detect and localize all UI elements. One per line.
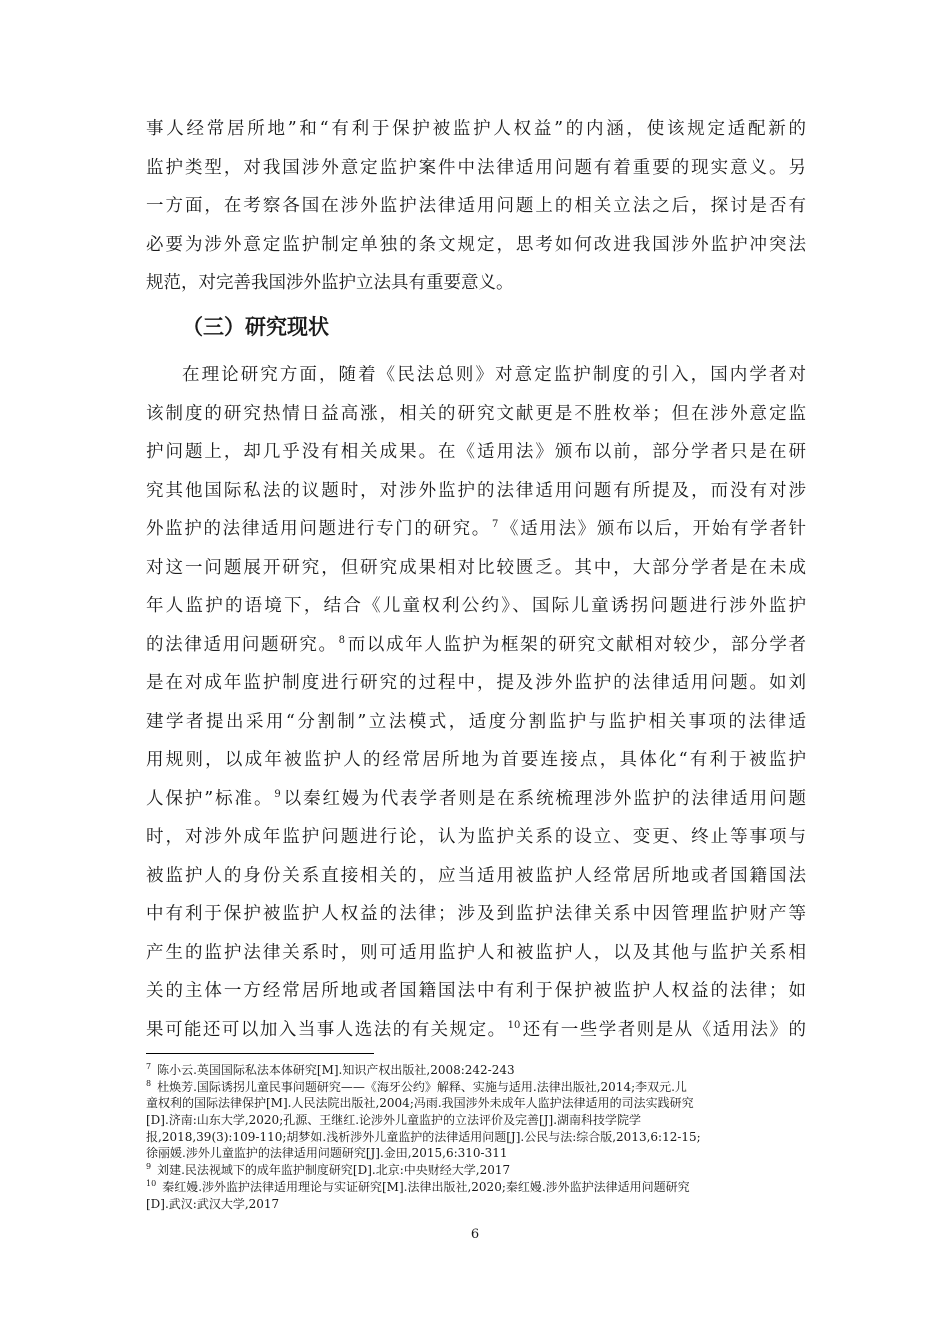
- footnote-7: [146, 1062, 806, 1079]
- text-line: 建学者提出采用“分割制”立法模式，适度分割监护与监护相关事项的法律适: [146, 711, 806, 732]
- text-segment: 人保护”标准。: [146, 788, 274, 809]
- text-line: 事人经常居所地”和“有利于保护被监护人权益”的内涵，使该规定适配新的: [146, 119, 806, 139]
- text-line: 中有利于保护被监护人权益的法律；涉及到监护法律关系中因管理监护财产等: [146, 904, 806, 924]
- footnote-10: [146, 1179, 806, 1196]
- footnote-9: [146, 1162, 806, 1179]
- footnote-number: 9: [146, 1162, 152, 1172]
- text-line: 该制度的研究热情日益高涨，相关的研究文献更是不胜枚举；但在涉外意定监: [146, 403, 806, 424]
- footnote-text: 陈小云.英国国际私法本体研究[M].知识产权出版社,2008:242-243: [157, 1063, 515, 1077]
- text-line: 是在对成年监护制度进行研究的过程中，提及涉外监护的法律适用问题。如刘: [146, 673, 806, 693]
- footnote-number: 10: [146, 1178, 157, 1188]
- text-line: 规范，对完善我国涉外监护立法具有重要意义。: [146, 273, 514, 293]
- research-status-paragraph: [146, 356, 806, 1049]
- footnote-number: 8: [146, 1078, 152, 1088]
- text-line: 护问题上，却几乎没有相关成果。在《适用法》颁布以前，部分学者只是在研: [146, 442, 806, 462]
- text-line: 在理论研究方面，随着《民法总则》对意定监护制度的引入，国内学者对: [182, 365, 806, 385]
- footnote-text-line: 徐丽媛.涉外儿童监护的法律适用问题研究[J].金田,2015,6:310-311: [146, 1146, 508, 1161]
- footnote-text-line: 童权利的国际法律保护[M].人民法院出版社,2004;冯雨.我国涉外未成年人监护法律适用的司法实践研究: [146, 1096, 694, 1111]
- text-segment: 果可能还可以加入当事人选法的有关规定。: [146, 1019, 507, 1040]
- text-segment: 而以成年人监护为框架的研究文献相对较少，部分学者: [346, 634, 806, 655]
- text-line: 究其他国际私法的议题时，对涉外监护的法律适用问题有所提及，而没有对涉: [146, 480, 806, 501]
- text-line: 时，对涉外成年监护问题进行论，认为监护关系的设立、变更、终止等事项与: [146, 827, 806, 847]
- text-line: 被监护人的身份关系直接相关的，应当适用被监护人经常居所地或者国籍国法: [146, 865, 806, 886]
- text-line: 关的主体一方经常居所地或者国籍国法中有利于保护被监护人权益的法律；如: [146, 981, 806, 1001]
- text-segment: 以秦红嫚为代表学者则是在系统梳理涉外监护的法律适用问题: [281, 788, 806, 809]
- text-line: 产生的监护法律关系时，则可适用监护人和被监护人，以及其他与监护关系相: [146, 942, 806, 963]
- footnote-text-line: 报,2018,39(3):109-110;胡梦如.浅析涉外儿童监护的法律适用问题[J].公民与法:综合版,2013,6:12-15;: [146, 1129, 701, 1144]
- footnote-number: 7: [146, 1062, 152, 1071]
- text-line: 必要为涉外意定监护制定单独的条文规定，思考如何改进我国涉外监护冲突法: [146, 234, 806, 255]
- text-line: 年人监护的语境下，结合《儿童权利公约》、国际儿童诱拐问题进行涉外监护: [146, 596, 806, 616]
- footnote-8: [146, 1079, 806, 1096]
- page-number: 6: [470, 1227, 480, 1242]
- footnote-ref-7[interactable]: 7: [491, 519, 499, 531]
- text-line: 监护类型，对我国涉外意定监护案件中法律适用问题有着重要的现实意义。另: [146, 157, 806, 178]
- text-line: 对这一问题展开研究，但研究成果相对比较匮乏。其中，大部分学者是在未成: [146, 557, 806, 578]
- section-heading: （三）研究现状: [182, 315, 329, 339]
- footnote-text: 秦红嫚.涉外监护法律适用理论与实证研究[M].法律出版社,2020;秦红嫚.涉外监护法律适用问题研究: [162, 1179, 690, 1194]
- footnote-text: 刘建.民法视域下的成年监护制度研究[D].北京:中央财经大学,2017: [157, 1163, 511, 1178]
- text-line: 用规则，以成年被监护人的经常居所地为首要连接点，具体化“有利于被监护: [146, 750, 806, 770]
- text-segment: 还有一些学者则是从《适用法》的: [521, 1019, 806, 1040]
- footnote-ref-9[interactable]: 9: [274, 788, 281, 800]
- footnote-text-line: [D].武汉:武汉大学,2017: [146, 1196, 280, 1211]
- text-segment: 的法律适用问题研究。: [146, 634, 338, 655]
- text-line: [146, 1011, 806, 1050]
- footnote-separator: [146, 1053, 374, 1054]
- footnote-ref-8[interactable]: 8: [338, 634, 346, 646]
- footnote-ref-10[interactable]: 10: [507, 1019, 521, 1031]
- footnote-text-line: [D].济南:山东大学,2020;孔源、王继红.论涉外儿童监护的立法评价及完善[J].湖南科技学院学: [146, 1113, 642, 1128]
- text-line: 一方面，在考察各国在涉外监护法律适用问题上的相关立法之后，探讨是否有: [146, 196, 806, 216]
- text-line: [146, 510, 806, 549]
- text-line: [146, 780, 806, 819]
- intro-paragraph: [146, 110, 806, 303]
- text-segment: 外监护的法律适用问题进行专门的研究。: [146, 519, 491, 539]
- footnote-text: 杜焕芳.国际诱拐儿童民事问题研究——《海牙公约》解释、实施与适用.法律出版社,2014;李双元.儿: [157, 1079, 687, 1094]
- text-line: [146, 626, 806, 665]
- footnotes: [146, 1062, 806, 1212]
- text-segment: 《适用法》颁布以后，开始有学者针: [499, 519, 806, 539]
